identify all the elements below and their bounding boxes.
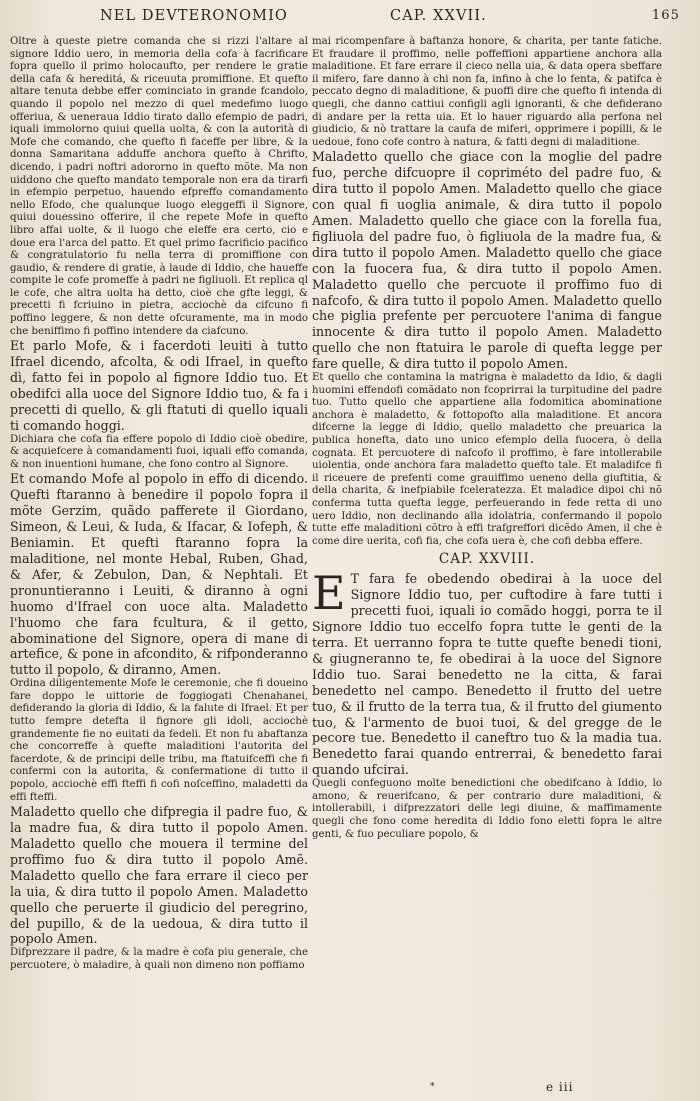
commentary-paragraph: Dichiara che cofa fia effere popolo di Iddio cioè obedire, & acquiefcere à comandamenti fuoi, iquali effo comanda, & non inuentioni humane, che fono contro al Signore. (10, 433, 308, 470)
signature-catchword: e iii (546, 1080, 574, 1094)
running-title: NEL DEVTERONOMIO (100, 8, 288, 24)
commentary-paragraph: Difprezzare il padre, & la madre è cofa piu generale, che percuotere, ò maladire, à quali non dimeno non poffiamo (10, 947, 308, 971)
folio-number: 165 (651, 8, 680, 23)
scripture-paragraph: Et comando Mofe al popolo in effo di dicendo. Quefti ftaranno à benedire il popolo fopra il mõte Gerzim, quãdo pafferete il Giordano, Simeon, & Leui, & Iuda, & Ifacar, & Iofeph, & Beniamin. Et quefti ftaranno fopra la maladitione, nel monte Hebal, Ruben, Ghad, & Afer, & Zebulon, Dan, & Nephtali. Et pronuntieranno i Leuiti, & diranno à ogni huomo d'Ifrael con uoce alta. Maladetto l'huomo che fara fcultura, & il getto, abominatione del Signore, opera di mane di artefice, & pone in afcondito, & rifponderanno tutto il popolo, & diranno, Amen. (10, 471, 308, 678)
scripture-paragraph: T fara fe obedendo obedirai à la uoce del Signore Iddio tuo, per cuftodire à fare tutti i precetti fuoi, iquali io comãdo hoggi, porra te il Signore Iddio tuo eccelfo fopra tutte le genti de la terra. Et uerranno fopra te tutte quefte benedi tioni, & giugneranno te, fe obedirai à la uoce del Signore Iddio tuo. Sarai benedetto ne la citta, & farai benedetto nel campo. Benedetto il frutto del uetre tuo, & il frutto de la terra tua, & il frutto del giumento tuo, & l'armento de buoi tuoi, & del gregge de le pecore tue. Benedetto il caneftro tuo & la madia tua. Benedetto farai quando entrerrai, & benedetto farai quando ufcirai. (312, 571, 662, 778)
commentary-paragraph: Et quello che contamina la matrigna è maladetto da Idio, & dagli huomini effendofi comãdato non fcoprirrai la turpitudine del padre tuo. Tutto quello che appartiene alla fodomitica abominatione anchora è maladetto, & fottopofto alla maladitione. Et ancora difcerne la legge di Iddio, quello maladetto che preuarica la publica honefta, dato uno unico efemplo della fuocera, ò della cognata. Et percuotere di nafcofo il proffimo, è fare intollerabile uiolentia, onde anchora fara maladetto quefto tale. Et maladifce fi il riceuere de prefenti come grauiffimo ueneno della giuftitia, & della charita, & inefpiabile fceleratezza. Et maladice dipoi chi nõ conferma tutta quefta legge, perfeuerando in fede retta di uno uero Iddio, non declinando alla idolatria, confermando il popolo tutte effe maladitioni cõtro à effi trafgreffori dicẽdo Amen, il che è come dire uerita, cofi fia, che cofa uera è, che cofi debba effere. (312, 372, 662, 547)
right-column (312, 36, 662, 841)
scripture-paragraph: Maladetto quello che difpregia il padre fuo, & la madre fua, & dira tutto il popolo Amen. Maladetto quello che mouera il termine del proffimo fuo & dira tutto il popolo Amẽ. Maladetto quello che fara errare il cieco per la uia, & dira tutto il popolo Amen. Maladetto quello che peruerte il giudicio del peregrino, del pupillo, & de la uedoua, & dira tutto il popolo Amen. (10, 804, 308, 947)
chapter-heading: CAP. XXVIII. (438, 551, 536, 568)
scripture-paragraph: Et parlo Mofe, & i facerdoti leuiti à tutto Ifrael dicendo, afcolta, & odi Ifrael, in quefto dì, fatto fei in popolo al fignore Iddio tuo. Et obedifci alla uoce del Signore Iddio tuo, & fa i precetti di quello, & gli ftatuti di quello iquali ti comando hoggi. (10, 338, 308, 433)
scripture-paragraph: Maladetto quello che giace con la moglie del padre fuo, perche difcuopre il copriméto del padre fuo, & dira tutto il popolo Amen. Maladetto quello che giace con qual fi uoglia animale, & dira tutto il popolo Amen. Maladetto quello che giace con la forella fua, figliuola del padre fuo, ò figliuola de la madre fua, & dira tutto il popolo Amen. Maladetto quello che giace con la fuocera fua, & dira tutto il popolo Amen. Maladetto quello che percuote il proffimo fuo di nafcofo, & dira tutto il popolo Amen. Maladetto quello che piglia prefente per percuotere l'anima di fangue innocente & dira tutto il popolo Amen. Maladetto quello che non ftatuira le parole di quefta legge per fare quelle, & dira tutto il popolo Amen. (312, 149, 662, 372)
commentary-paragraph: Ordina diligentemente Mofe le ceremonie, che fi doueino fare doppo le uittorie de foggiogati Chenahanei, defiderando la gloria di Iddio, & la falute di Ifrael. Et per tutto fempre detefta il fignore gli idoli, acciochè grandemente fie no euitati da fedeli. Et non fu abaftanza che concorreffe à quefte maladitioni l'autorita del facerdote, & de principi delle tribu, ma ftatuifceffi che fi confermi con la autorita, & confermatione di tutto il popolo, acciochè effi fteffi fi cofi noſceffino, maladetti da effi fteffi. (10, 678, 308, 803)
signature-mark: * (430, 1082, 435, 1092)
drop-cap: E (312, 566, 346, 621)
commentary-paragraph: Oltre à queste pietre comanda che si rizzi l'altare al signore Iddio uero, in memoria della cofa à facrificare fopra quello il primo holocaufto, per rendere le gratie della cafa & hereditá, & riceuuta promiffione. Et quefto altare tenuta debbe effer cominciato in grande fcandolo, quando il popolo nel mezzo di quel medefimo luogo offeriua, & ueneraua Iddio tirato dallo efempio de padri, iquali immolorno quiui quella uolta, & con la autorità di Mofe che comando, che quefto fi faceffe per libre, & la donna Samaritana adduffe anchora quefto à Chrifto, dicendo, i padri noftri adororno in quefto mõte. Ma non uiddono che quefto mandato temporale non era da tirarfi in efempio perpetuo, hauendo efpreffo comandamento nello Efodo, che qualunque luogo eleggeffi il Signore, quiui douessino offerire, il che repete Mofe in quefto libro affai uolte, & il luogo che eleffe era certo, cio e doue era l'arca del patto. Et quel primo facrificio pacifico & congratulatorio fu nella terra di promiffione con gaudio, & rendere di gratie, à laude di Iddio, che haueffe compite le cofe promeffe à padri ne figliuoli. Et replica ql le cofe, che altra uolta ha detto, cioè che gfte leggi, & precetti fi fcriuino in pietra, acciochè da cifcuno fi poffino leggere, & non dette ofcuramente, ma in modo che beniffimo fi poffino intendere da ciafcuno. (10, 36, 308, 337)
commentary-paragraph: Quegli confeguono molte benedictioni che obedifcano à Iddio, lo amono, & reuerifcano, & per contrario dure maladitioni, & intollerabili, i difprezzatori delle legi diuine, & maffimamente quegli che fono come heredita di Iddio fono eletti fopra le altre genti, & fuo peculiare popolo, & (312, 778, 662, 840)
left-column (10, 36, 308, 973)
commentary-paragraph: mai ricompenfare à baftanza honore, & charita, per tante fatiche. Et fraudare il proffimo, nelle poffeffioni appartiene anchora alla maladitione. Et fare errare il cieco nella uia, & data opera sbeffare il mifero, fare danno à chi non fa, infino à che lo fenta, & patifca è peccato degno di maladitione, & puoffi dire che quefto fi intenda di quegli, che danno cattiui configli agli ignoranti, & che defiderano di andare per la retta uia. Et lo hauer riguardo alla perfona nel giudicio, & nò trattare la caufa de miferi, opprimere i popilli, & le uedoue, fono cofe contro à natura, & fatti degni di maladitione. (312, 36, 662, 148)
running-header (100, 8, 680, 34)
chapter-number: CAP. XXVII. (390, 8, 487, 24)
chapter-opening (312, 566, 662, 778)
